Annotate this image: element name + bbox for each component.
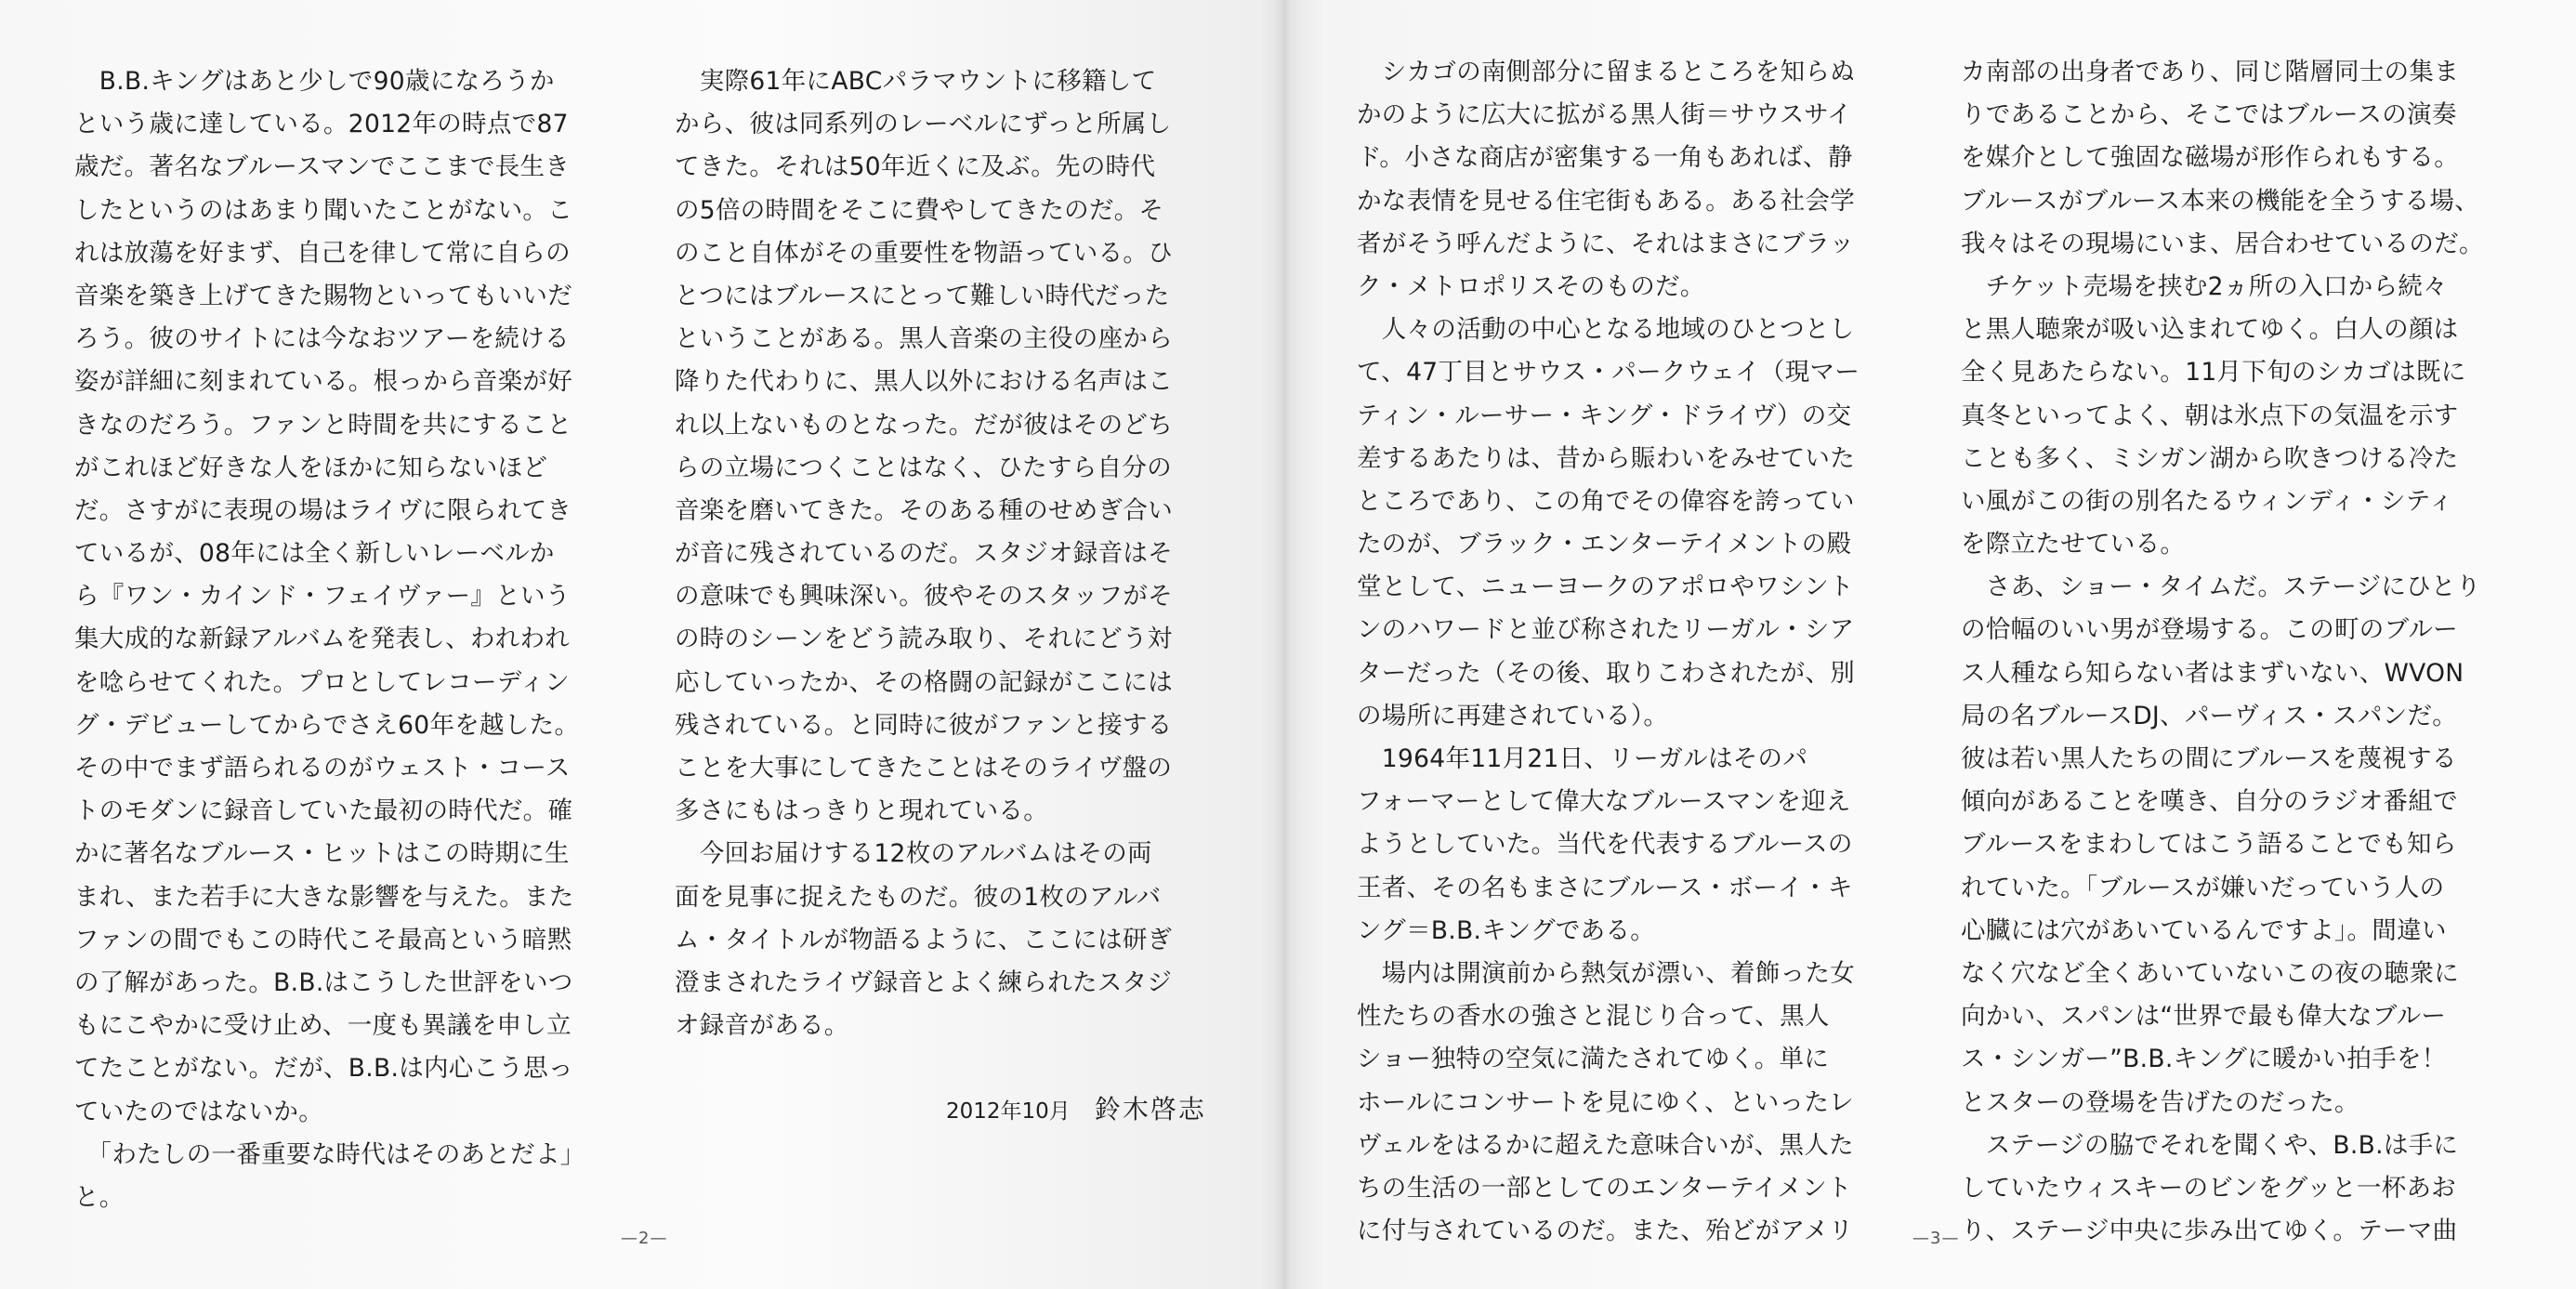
text-line: ム・タイトルが物語るように、ここには研ぎ [675,925,1173,954]
text-line: らの立場につくことはなく、ひたすら自分の [675,453,1172,482]
text-line: ているが、08年には全く新しいレーベルか [74,539,555,569]
text-line: ヴェルをはるかに超えた意味合いが、黒人た [1357,1130,1854,1160]
text-line: とスターの登場を告げたのだった。 [1961,1087,2359,1117]
text-line: さあ、ショー・タイムだ。ステージにひとり [1961,572,2481,602]
text-line: 面を見事に捉えたものだ。彼の1枚のアルバ [675,882,1162,912]
text-line: ティン・ルーサー・キング・ドライヴ）の交 [1357,401,1852,430]
signature-date: 2012年10月 [946,1099,1071,1124]
text-line: ということがある。黒人音楽の主役の座から [675,324,1173,354]
page-gutter [1273,0,1301,1289]
text-line: ク・メトロポリスそのものだ。 [1357,271,1705,301]
text-line: れは放蕩を好まず、自己を律して常に自らの [74,238,571,268]
text-line: 者がそう呼んだように、それはまさにブラッ [1357,229,1855,258]
text-line: ス人種なら知らない者はまずいない、WVON [1961,658,2464,688]
text-line: かな表情を見せる住宅街もある。ある社会学 [1357,186,1855,216]
text-line: なく穴など全くあいていないこの夜の聴衆に [1961,958,2459,988]
text-line: 場内は開演前から熱気が漂い、着飾った女 [1357,958,1855,988]
text-line: ショー独特の空気に満たされてゆく。単に [1357,1045,1830,1074]
text-line: ら『ワン・カインド・フェイヴァー』という [74,582,571,612]
text-line: りであることから、そこではブルースの演奏 [1961,100,2457,130]
text-line: の意味でも興味深い。彼やそのスタッフがそ [675,582,1173,612]
text-line: 向かい、スパンは“世界で最も偉大なブルー [1961,1002,2447,1032]
text-line: 心臓には穴があいているんですよ」。間違い [1961,915,2447,945]
page-number: —2— [621,1229,668,1248]
text-line: 音楽を磨いてきた。そのある種のせめぎ合い [675,495,1173,525]
text-line: ブルースがブルース本来の機能を全うする場、 [1961,186,2480,216]
text-line: とつにはブルースにとって難しい時代だった [675,281,1170,310]
text-line: したというのはあまり聞いたことがない。こ [74,195,572,225]
text-line: ことも多く、ミシガン湖から吹きつける冷た [1961,443,2459,473]
text-line: ド。小さな商店が密集する一角もあれば、静 [1357,143,1853,173]
text-line: ちの生活の一部としてのエンターテイメント [1357,1173,1852,1203]
text-line: てたことがない。だが、B.B.は内心こう思っ [74,1054,573,1084]
text-line: チケット売場を挟む2ヵ所の入口から続々 [1961,271,2448,301]
text-line: がこれほど好きな人をほかに知らないほど [74,453,548,482]
text-line: を唸らせてくれた。プロとしてレコーディン [74,667,571,697]
text-line: もにこやかに受け止め、一度も異議を申し立 [74,1011,572,1041]
text-line: トのモダンに録音していた最初の時代だ。確 [74,796,573,826]
text-line: ファンの間でもこの時代こそ最高という暗黙 [74,925,572,954]
text-line: という歳に達している。2012年の時点で87 [74,110,569,139]
page-number: —3— [1912,1229,1960,1248]
text-line: オ録音がある。 [675,1011,849,1041]
text-line: ていたのではないか。 [74,1097,323,1126]
text-column [1357,51,1860,1253]
text-line: い風がこの街の別名たるウィンディ・シティ [1961,486,2454,516]
text-line: れ以上ないものとなった。だが彼はそのどち [675,410,1173,440]
text-line: まれ、また若手に大きな影響を与えた。また [74,882,574,912]
text-line: グ・デビューしてからでさえ60年を越した。 [74,710,580,740]
text-line: の5倍の時間をそこに費やしてきたのだ。そ [675,195,1164,225]
text-line: 音楽を築き上げてきた賜物といってもいいだ [74,281,572,310]
text-line: のこと自体がその重要性を物語っている。ひ [675,238,1173,268]
text-line: 性たちの香水の強さと混じり合って、黒人 [1357,1002,1830,1032]
text-line: り、ステージ中央に歩み出てゆく。テーマ曲 [1961,1217,2458,1246]
text-line: たのが、ブラック・エンターテイメントの殿 [1357,530,1852,559]
text-line: の場所に再建されている）。 [1357,701,1669,730]
text-line: 我々はその現場にいま、居合わせているのだ。 [1961,229,2484,258]
text-line: を媒介として強固な磁場が形作られもする。 [1961,143,2459,173]
text-line: していたウィスキーのビンをグッと一杯あお [1961,1173,2457,1203]
text-line: 1964年11月21日、リーガルはそのパ [1357,744,1808,773]
text-line: 真冬といってよく、朝は氷点下の気温を示す [1961,401,2459,430]
text-column [675,60,1173,1047]
text-line: 王者、その名もまさにブルース・ボーイ・キ [1357,873,1853,902]
text-line: 集大成的な新録アルバムを発表し、われわれ [74,625,571,654]
text-line: フォーマーとして偉大なブルースマンを迎え [1357,787,1851,817]
text-line: れていた。「ブルースが嫌いだっていう人の [1961,873,2445,902]
text-line: ング＝B.B.キングである。 [1357,915,1656,945]
text-line: シカゴの南側部分に留まるところを知らぬ [1357,58,1855,86]
page-2 [0,0,1286,1289]
text-line: を際立たせている。 [1961,530,2186,559]
text-line: て、47丁目とサウス・パークウェイ（現マー [1357,358,1860,388]
text-line: 全く見あたらない。11月下旬のシカゴは既に [1961,358,2466,388]
page-3 [1286,0,2576,1289]
text-column [74,60,585,1219]
text-line: の恰幅のいい男が登場する。この町のブルー [1961,615,2458,645]
text-line: 局の名ブルースDJ、パーヴィス・スパンだ。 [1961,701,2458,730]
text-line: かのように広大に拡がる黒人街＝サウスサイ [1357,100,1852,130]
text-line: ところであり、この角でその偉容を誇ってい [1357,486,1855,516]
text-line: 彼は若い黒人たちの間にブルースを蔑視する [1961,744,2457,773]
text-line: 残されている。と同時に彼がファンと接する [675,710,1173,740]
text-line: ようとしていた。当代を代表するブルースの [1357,830,1853,860]
text-line: 人々の活動の中心となる地域のひとつとし [1357,315,1855,345]
text-line: 降りた代わりに、黒人以外における名声はこ [675,367,1173,397]
text-line: と。 [74,1182,125,1212]
text-line: が音に残されているのだ。スタジオ録音はそ [675,539,1173,569]
text-line: 差するあたりは、昔から賑わいをみせていた [1357,443,1855,473]
text-line: 歳だ。著名なブルースマンでここまで長生き [74,152,571,182]
text-line: と黒人聴衆が吸い込まれてゆく。白人の顔は [1961,315,2459,345]
text-line: から、彼は同系列のレーベルにずっと所属し [675,110,1172,139]
signature-author: 鈴木啓志 [1094,1094,1206,1125]
text-line: ス・シンガー”B.B.キングに暖かい拍手を！ [1961,1045,2447,1074]
text-line: ステージの脇でそれを聞くや、B.B.は手に [1961,1130,2459,1160]
text-line: ブルースをまわしてはこう語ることでも知ら [1961,830,2457,860]
text-column [1961,51,2484,1253]
text-line: B.B.キングはあと少しで90歳になろうか [74,67,555,96]
text-line: ことを大事にしてきたことはそのライヴ盤の [675,754,1173,783]
text-line: の時のシーンをどう読み取り、それにどう対 [675,625,1173,654]
text-line: 実際61年にABCパラマウントに移籍して [675,67,1157,96]
text-line: 堂として、ニューヨークのアポロやワシント [1357,572,1854,602]
signature [946,1089,1206,1126]
text-line: ろう。彼のサイトには今なおツアーを続ける [74,324,570,354]
text-line: 「わたしの一番重要な時代はそのあとだよ」 [74,1139,585,1169]
text-line: 澄まされたライヴ録音とよく練られたスタジ [675,967,1173,997]
text-line: 姿が詳細に刻まれている。根っから音楽が好 [74,367,572,397]
text-line: かに著名なブルース・ヒットはこの時期に生 [74,839,570,869]
text-line: の了解があった。B.B.はこうした世評をいつ [74,967,573,997]
text-line: ホールにコンサートを見にゆく、といったレ [1357,1087,1854,1117]
text-line: 多さにもはっきりと現れている。 [675,796,1048,826]
text-line: ンのハワードと並び称されたリーガル・シア [1357,615,1855,645]
text-line: その中でまず語られるのがウェスト・コース [74,754,571,783]
text-line: 応していったか、その格闘の記録がここには [675,667,1173,697]
text-line: カ南部の出身者であり、同じ階層同士の集ま [1961,58,2459,86]
text-line: に付与されているのだ。また、殆どがアメリ [1357,1217,1854,1246]
text-line: 今回お届けする12枚のアルバムはその両 [675,839,1152,869]
text-line: きなのだろう。ファンと時間を共にすること [74,410,572,440]
text-line: 傾向があることを嘆き、自分のラジオ番組で [1961,787,2458,817]
text-line: だ。さすがに表現の場はライヴに限られてき [74,495,572,525]
text-line: てきた。それは50年近くに及ぶ。先の時代 [675,152,1156,182]
text-line: ターだった（その後、取りこわされたが、別 [1357,658,1855,688]
